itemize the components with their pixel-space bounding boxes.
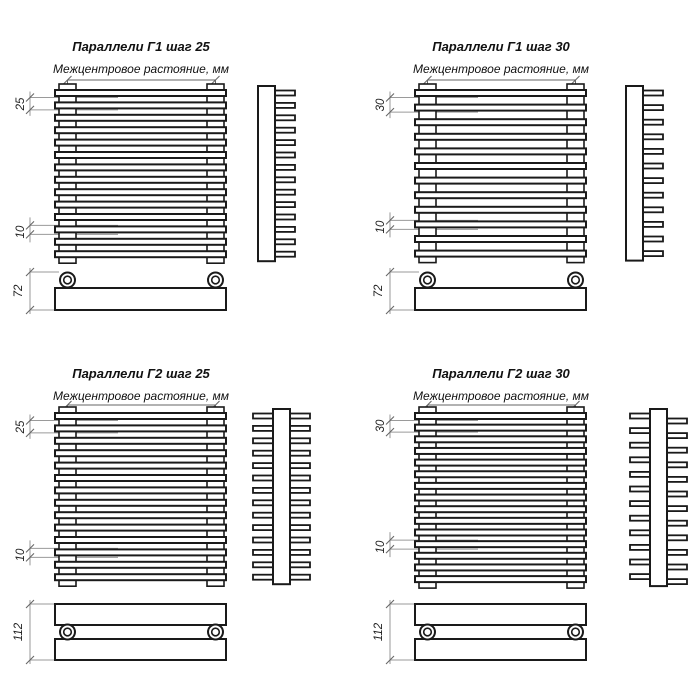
center-distance-label: Межцентровое растояние, мм <box>413 389 589 403</box>
bar-width-dimension-label: 10 <box>15 225 27 239</box>
base-height-dimension-label: 72 <box>373 284 385 298</box>
panel-g2-step25 <box>0 327 348 672</box>
panel-g2-step30 <box>360 327 700 672</box>
panel-title: Параллели Г2 шаг 25 <box>72 366 210 381</box>
base-height-dimension-label: 112 <box>373 622 385 642</box>
step-dimension-label: 25 <box>15 97 27 111</box>
center-distance-label: Межцентровое растояние, мм <box>53 62 229 76</box>
bar-width-dimension-label: 10 <box>15 548 27 562</box>
bar-width-dimension-label: 10 <box>375 540 387 554</box>
center-distance-label: Межцентровое растояние, мм <box>413 62 589 76</box>
base-height-dimension-label: 112 <box>13 622 25 642</box>
bar-width-dimension-label: 10 <box>375 220 387 234</box>
panel-g1-step25 <box>0 0 348 345</box>
panel-title: Параллели Г1 шаг 30 <box>432 39 570 54</box>
step-dimension-label: 30 <box>375 98 387 112</box>
panel-title: Параллели Г1 шаг 25 <box>72 39 210 54</box>
center-distance-label: Межцентровое растояние, мм <box>53 389 229 403</box>
panel-title: Параллели Г2 шаг 30 <box>432 366 570 381</box>
base-height-dimension-label: 72 <box>13 284 25 298</box>
step-dimension-label: 30 <box>375 419 387 433</box>
panel-g1-step30 <box>360 0 700 345</box>
step-dimension-label: 25 <box>15 420 27 434</box>
